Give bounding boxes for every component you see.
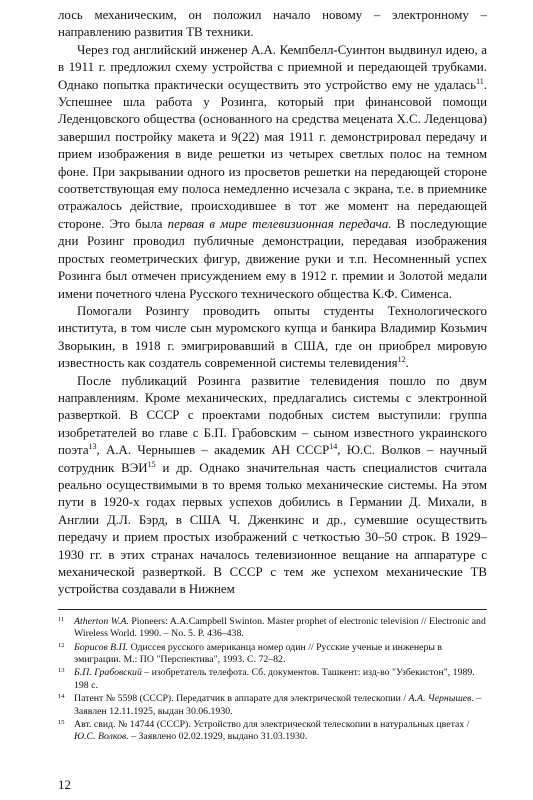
text-run: – Заявлен 12.11.1925, выдан 30.06.1930. (74, 693, 482, 717)
main-text (58, 7, 487, 599)
page-number: 12 (58, 778, 71, 792)
footnote-number (58, 693, 74, 718)
footnote-ref: 11 (476, 76, 484, 86)
text-run: Патент № 5598 (СССР). Передатчик в аппарате для электрической телескопии / (74, 693, 409, 705)
paragraph (58, 42, 487, 303)
footnote-number (58, 616, 74, 641)
footnote-text (74, 642, 487, 667)
footnote (58, 693, 487, 718)
footnote-number (58, 719, 74, 744)
italic-text: Atherton W.A. (74, 615, 129, 627)
text-run: , Ю.С. Волков – научный сотрудник ВЭИ (58, 443, 487, 475)
text-run: – изобретатель телефота. Сб. документов. Ташкент: изд-во "Узбекистон", 1989. 198 с. (74, 667, 475, 691)
paragraph (58, 7, 487, 42)
text-run: Через год английский инженер А.А. Кемпбелл-Суинтон выдвинул идею, а в 1911 г. предложил схему устройства с приемной и передающей трубками. Однако попытка практически осуществить это устройство ему не удалась (58, 42, 487, 92)
footnote (58, 719, 487, 744)
italic-text: Борисов В.П. (74, 641, 129, 653)
italic-text: Ю.С. Волков. (74, 731, 129, 743)
footnote (58, 642, 487, 667)
footnote-number-label: 14 (58, 693, 65, 701)
text-run: лось механическим, он положил начало новому – электронному – направлению развития ТВ техники. (58, 8, 487, 40)
text-run: , А.А. Чернышев – академик АН СССР (96, 443, 330, 458)
text-run: В последующие дни Розинг проводил публичные демонстрации, передавая изображения простых геометрических фигур, движение руки и т.п. Несомненный успех Розинга был отмечен присуждением ему в 1912 г. премии и Золотой медали имени почетного члена Русского технического общества К.Ф. Сименса. (58, 216, 487, 301)
footnote-ref: 15 (147, 459, 156, 469)
text-run: – Заявлено 02.02.1929, выдано 31.03.1930. (128, 731, 308, 743)
footnote-ref: 14 (329, 442, 338, 452)
italic-text: А.А. Чернышев. (408, 693, 474, 705)
italic-text: первая в мире телевизионная передача. (167, 216, 392, 231)
text-run: Помогали Розингу проводить опыты студенты Технологического института, в том числе сын муромского купца и банкира Владимир Козьмич Зворыкин, в 1918 г. эмигрировавший в США, где он приобрел мировую известность как создатель современной системы телевидения (58, 303, 487, 371)
footnote-number-label: 12 (58, 641, 65, 649)
italic-text: Б.П. Грабовский (74, 667, 142, 679)
text-run: . Успешнее шла работа у Розинга, который при финансовой помощи Леденцовского общества (основанного на средства мецената Х.С. Леденцова) завершил постройку макета и 9(22) мая 1911 г. демонстрировал передачу и прием изображения в виде решетки из четырех светлых полос на темном фоне. При закрывании одного из просветов решетки на передающей стороне соответствующая ему полоса немедленно исчезала с экрана, т.е. в приемнике отражалось действие, происходившее в тот же момент на передающей стороне. Это была (58, 77, 487, 231)
footnote-number-label: 13 (58, 667, 65, 675)
paragraph (58, 303, 487, 373)
footnote-ref: 13 (88, 442, 97, 452)
footnote-number (58, 667, 74, 692)
footnote-text (74, 616, 487, 641)
footnote-divider (58, 609, 487, 610)
footnote-text (74, 693, 487, 718)
text-run: Авт. свид. № 14744 (СССР). Устройство для электрической телескопии в натуральных цветах / (74, 719, 470, 731)
paragraph (58, 373, 487, 599)
footnote-number-label: 15 (58, 719, 65, 727)
footnote-number (58, 642, 74, 667)
footnote (58, 616, 487, 641)
text-run: Pioneers: A.A.Campbell Swinton. Master prophet of electronic television // Electronic and Wireless World. 1990. – No. 5. P. 436–438. (74, 615, 486, 640)
footnote-ref: 12 (397, 355, 406, 365)
footnote-number-label: 11 (58, 615, 65, 623)
footnote-text (74, 667, 487, 692)
text-run: . (405, 356, 409, 371)
footnote (58, 667, 487, 692)
footnote-text (74, 719, 487, 744)
text-run: После публикаций Розинга развитие телевидения пошло по двум направлениям. Кроме механических, предлагались системы с электронной разверткой. В СССР с проектами подобных систем выступили: группа изобретателей во главе с Б.П. Грабовским – сыном известного украинского поэта (58, 373, 487, 458)
text-run: Одиссея русского американца номер один // Русские ученые и инженеры в эмиграции. М.: ПО "Перспектива", 1993. С. 72–82. (74, 641, 443, 666)
footnotes (58, 616, 487, 744)
text-run: и др. Однако значительная часть специалистов считала реально осуществимыми в то время только механические системы. На этом пути в 1920-х годах первых успехов добились в Германии Д. Михали, в Англии Д.Л. Бэрд, в США Ч. Дженкинс и др., сумевшие осуществить передачу и прием простых изображений с четкостью 30–50 строк. В 1929–1930 гг. в этих странах началось телевизионное вещание на аппаратуре с механической разверткой. В СССР с тем же успехом механические ТВ устройства создавали в Нижнем (58, 460, 487, 597)
